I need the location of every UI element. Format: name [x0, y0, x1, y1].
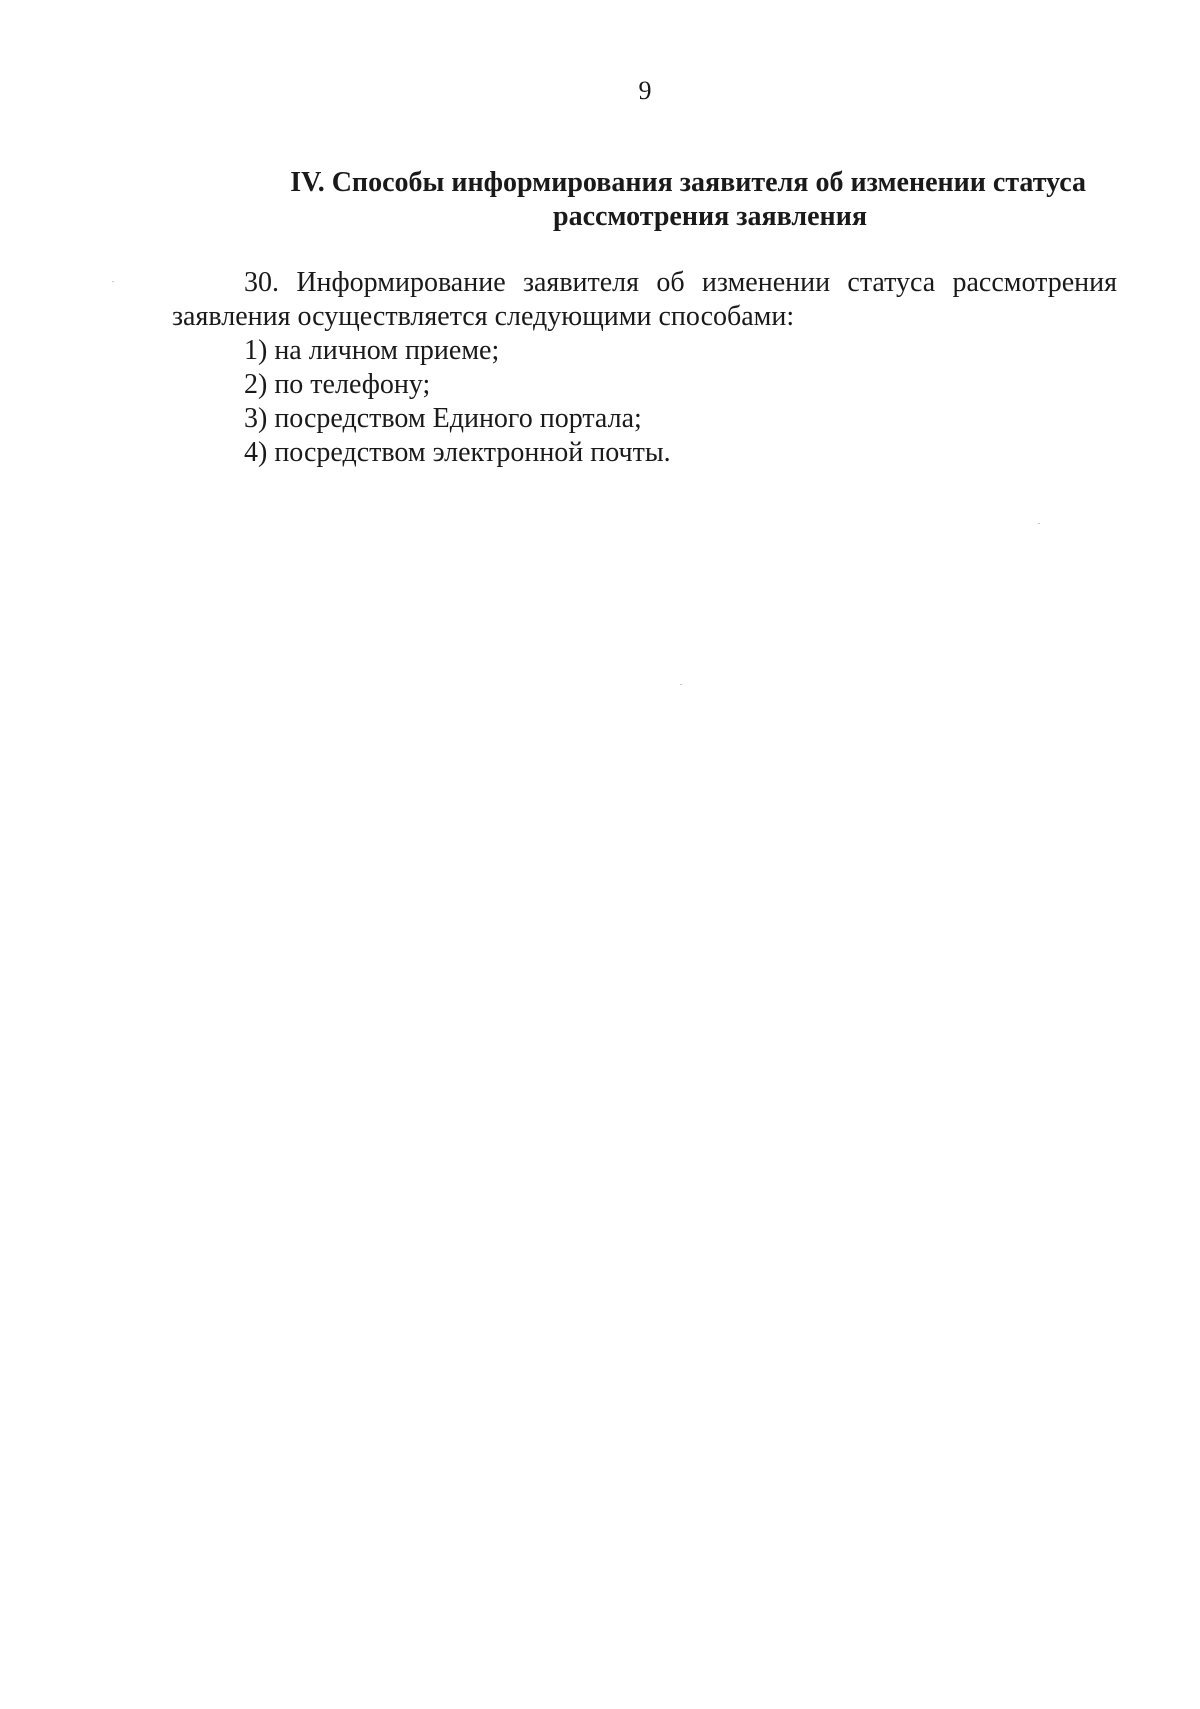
body-text	[172, 266, 1117, 470]
section-heading-line-2: рассмотрения заявления	[553, 201, 867, 232]
scan-speck	[680, 684, 682, 685]
list-item: 3) посредством Единого портала;	[244, 403, 642, 434]
section-heading	[170, 166, 1130, 234]
section-heading-line-1: IV. Способы информирования заявителя об изменении статуса	[290, 167, 1086, 198]
page-number: 9	[638, 76, 652, 105]
list-item: 4) посредством электронной почты.	[244, 437, 671, 468]
scan-speck	[112, 281, 114, 282]
paragraph-30-line-2: заявления осуществляется следующими способами:	[172, 301, 795, 332]
scan-speck	[1038, 523, 1040, 524]
list-item: 1) на личном приеме;	[244, 335, 500, 366]
list-item: 2) по телефону;	[244, 369, 431, 400]
paragraph-30-line-1: 30. Информирование заявителя об изменении статуса рассмотрения	[244, 267, 1117, 298]
